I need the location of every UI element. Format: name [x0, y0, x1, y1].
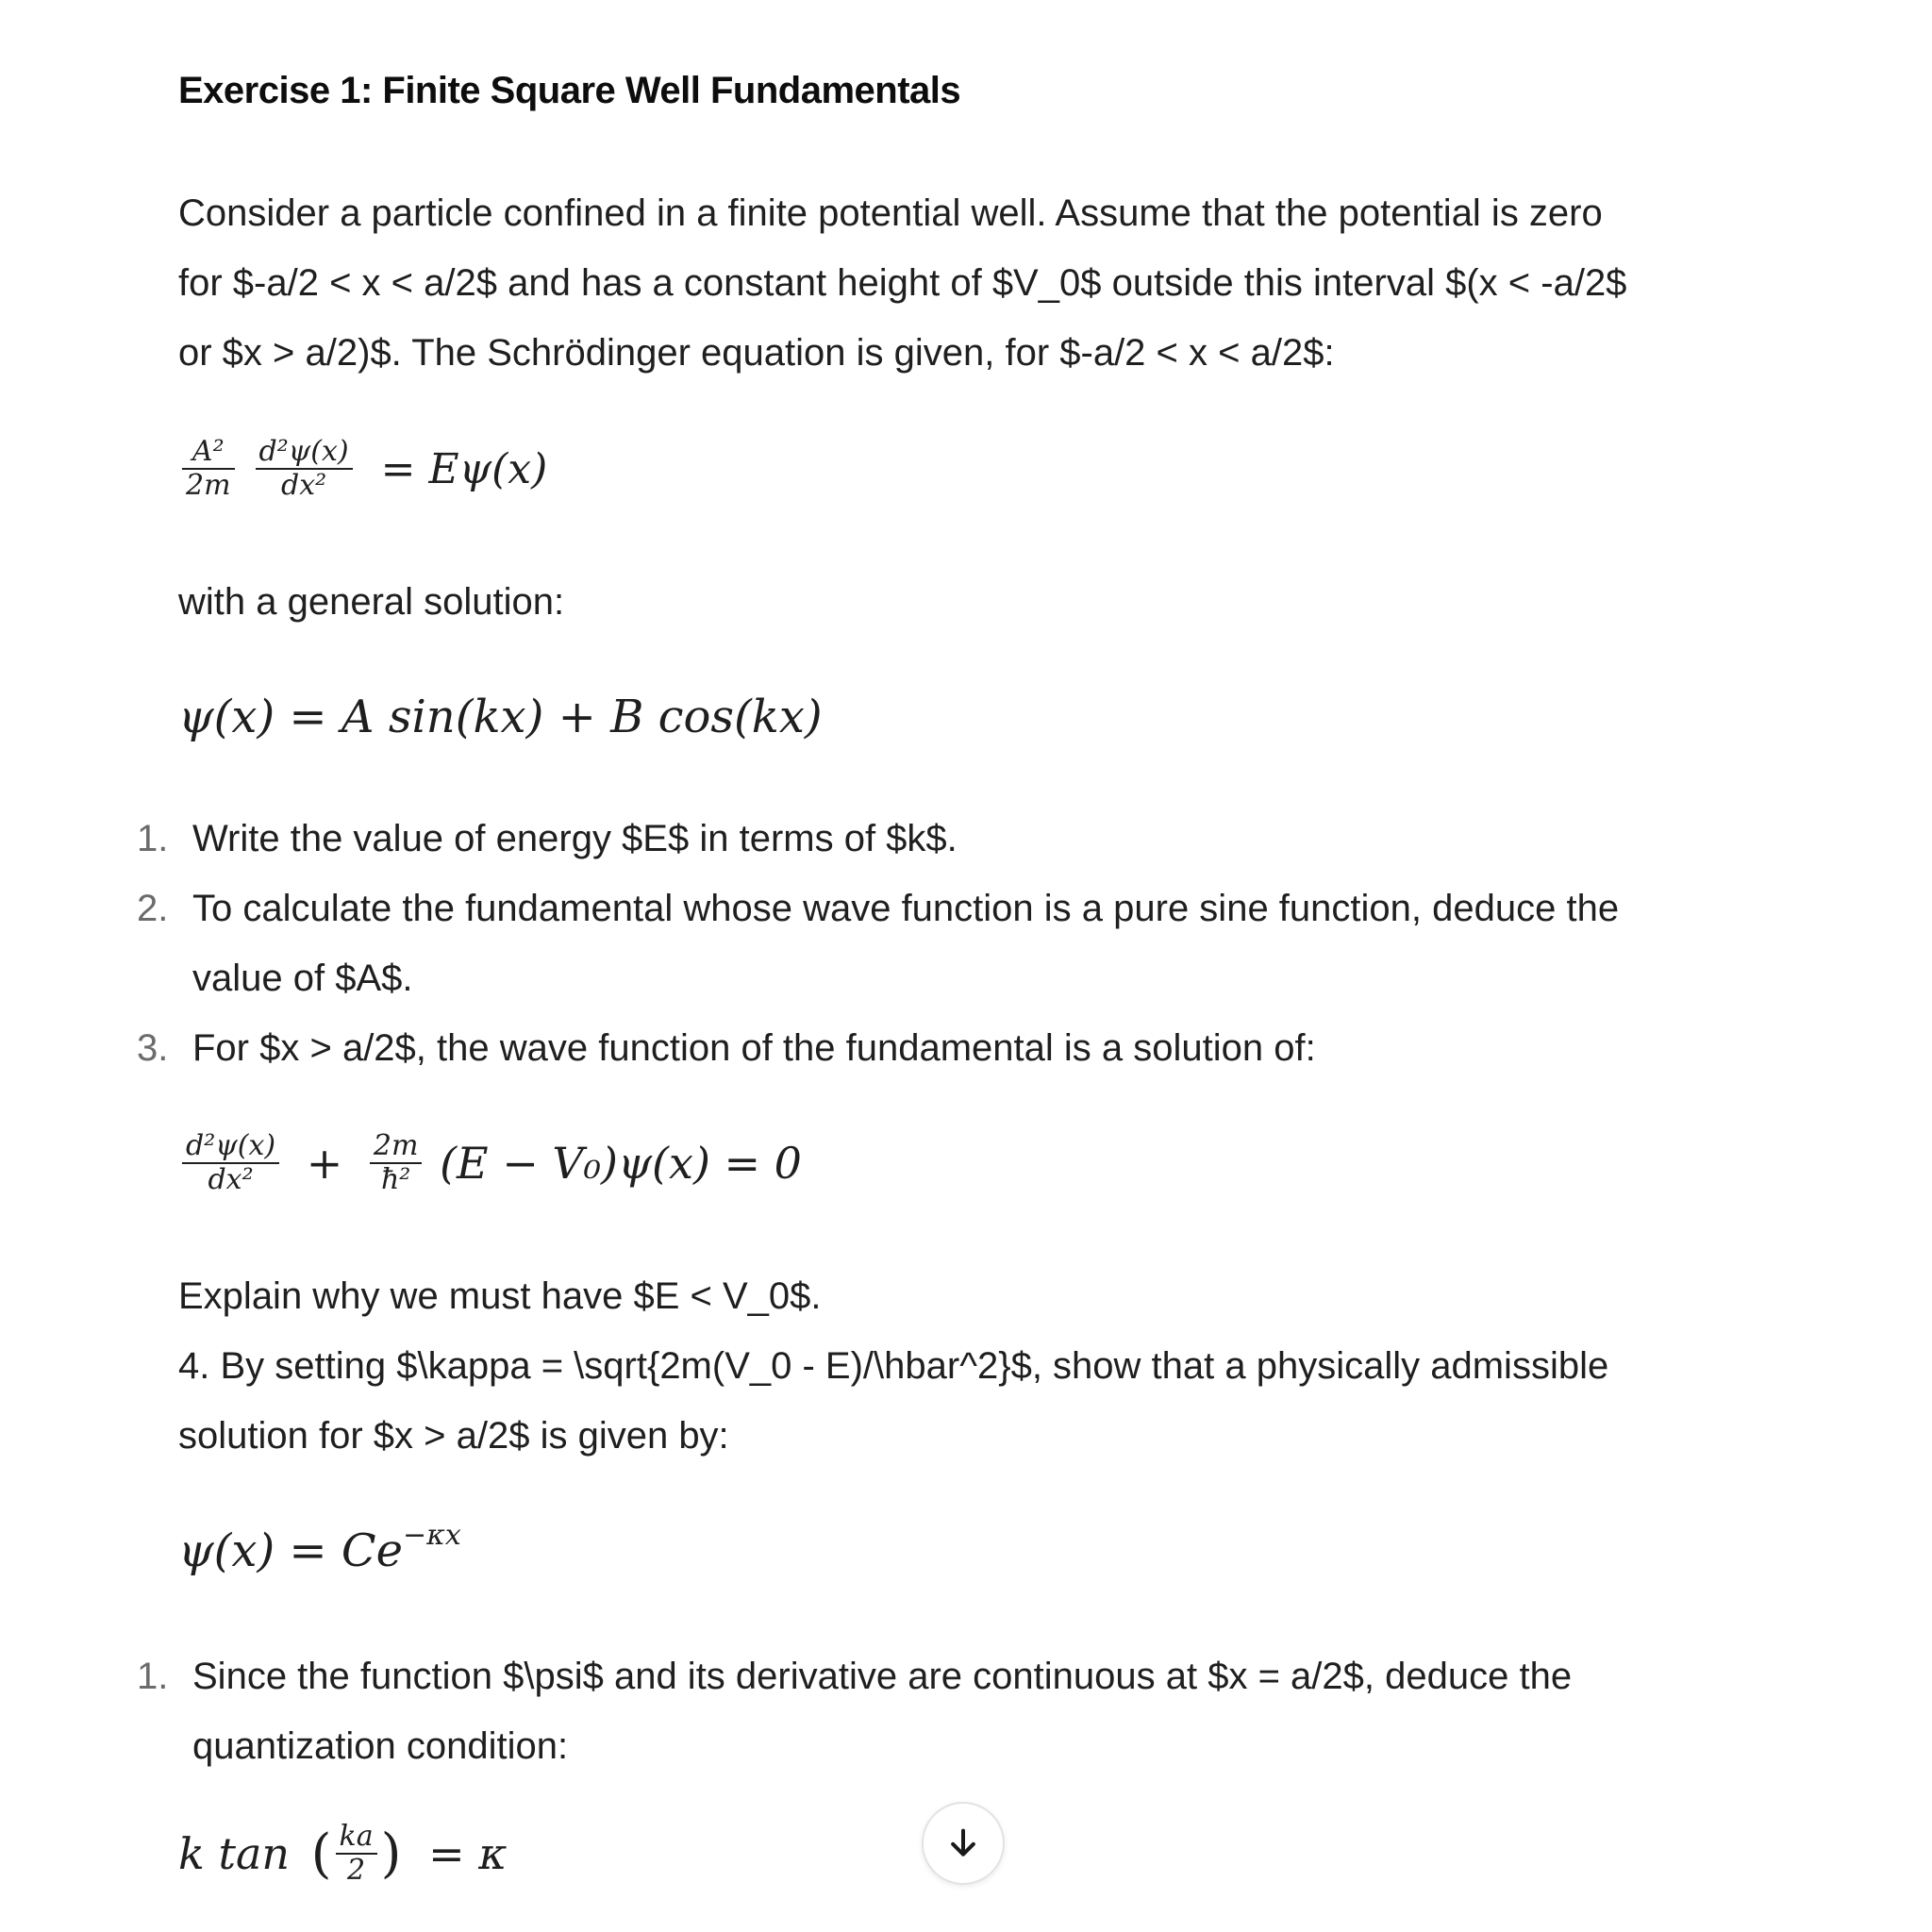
exercise-heading: Exercise 1: Finite Square Well Fundamentals [178, 70, 961, 111]
explain-line-3: solution for $x > a/2$ is given by: [178, 1415, 729, 1457]
outside-well-equation [178, 1130, 802, 1196]
fraction-ka-over-2 [336, 1821, 377, 1887]
equation-rhs: = κ [428, 1828, 508, 1879]
explain-line-1: Explain why we must have $E < V_0$. [178, 1275, 822, 1317]
list-item: To calculate the fundamental whose wave function is a pure sine function, deduce the [192, 888, 1620, 929]
equation-exponent: −κx [403, 1519, 461, 1552]
frac-den: ħ² [370, 1162, 423, 1196]
frac-den: 2 [336, 1853, 377, 1887]
equation-rest: (E − V₀)ψ(x) = 0 [440, 1138, 802, 1189]
fraction-second-derivative [182, 1130, 279, 1196]
list-item: Write the value of energy $E$ in terms of $k$. [192, 818, 958, 859]
intro-line-1: Consider a particle confined in a finite potential well. Assume that the potential is zero [178, 192, 1603, 234]
fraction-second-derivative [256, 436, 353, 502]
arrow-down-icon [944, 1824, 982, 1862]
list-item-continued: value of $A$. [192, 958, 413, 999]
schrodinger-equation [178, 436, 547, 502]
fraction-a2-over-2m [182, 436, 235, 502]
list-number: 3. [137, 1027, 169, 1069]
explain-line-2: 4. By setting $\kappa = \sqrt{2m(V_0 - E)/\hbar^2}$, show that a physically admissible [178, 1345, 1609, 1387]
list-number: 1. [137, 818, 169, 859]
intro-line-2: for $-a/2 < x < a/2$ and has a constant height of $V_0$ outside this interval $(x < -a/2$ [178, 262, 1627, 304]
left-paren: ( [310, 1823, 332, 1885]
general-solution-label: with a general solution: [178, 581, 565, 623]
general-solution-equation: ψ(x) = A sin(kx) + B cos(kx) [178, 691, 823, 743]
equation-rhs: = Eψ(x) [380, 444, 548, 493]
frac-den: 2m [182, 468, 235, 502]
plus-sign: + [306, 1138, 343, 1189]
list-item-continued: quantization condition: [192, 1725, 569, 1767]
right-paren: ) [380, 1823, 402, 1885]
list-number: 2. [137, 888, 169, 929]
frac-num: d²ψ(x) [186, 1129, 276, 1162]
fraction-2m-over-hbar2 [370, 1130, 423, 1196]
frac-den: dx² [256, 468, 353, 502]
quantization-condition-equation [178, 1821, 507, 1887]
equation-base: ψ(x) = Ce [178, 1524, 404, 1577]
equation-lhs: k tan [178, 1828, 291, 1879]
intro-line-3: or $x > a/2)$. The Schrödinger equation is given, for $-a/2 < x < a/2$: [178, 332, 1335, 374]
frac-num: d²ψ(x) [258, 435, 349, 468]
frac-num: A² [192, 435, 225, 468]
scroll-to-bottom-button[interactable] [922, 1802, 1005, 1885]
list-item: For $x > a/2$, the wave function of the fundamental is a solution of: [192, 1027, 1316, 1069]
list-number: 1. [137, 1656, 169, 1697]
frac-num: 2m [373, 1129, 419, 1162]
frac-num: ka [339, 1820, 374, 1853]
frac-den: dx² [182, 1162, 279, 1196]
list-item: Since the function $\psi$ and its derivative are continuous at $x = a/2$, deduce the [192, 1656, 1573, 1697]
decaying-solution-equation [178, 1519, 461, 1577]
